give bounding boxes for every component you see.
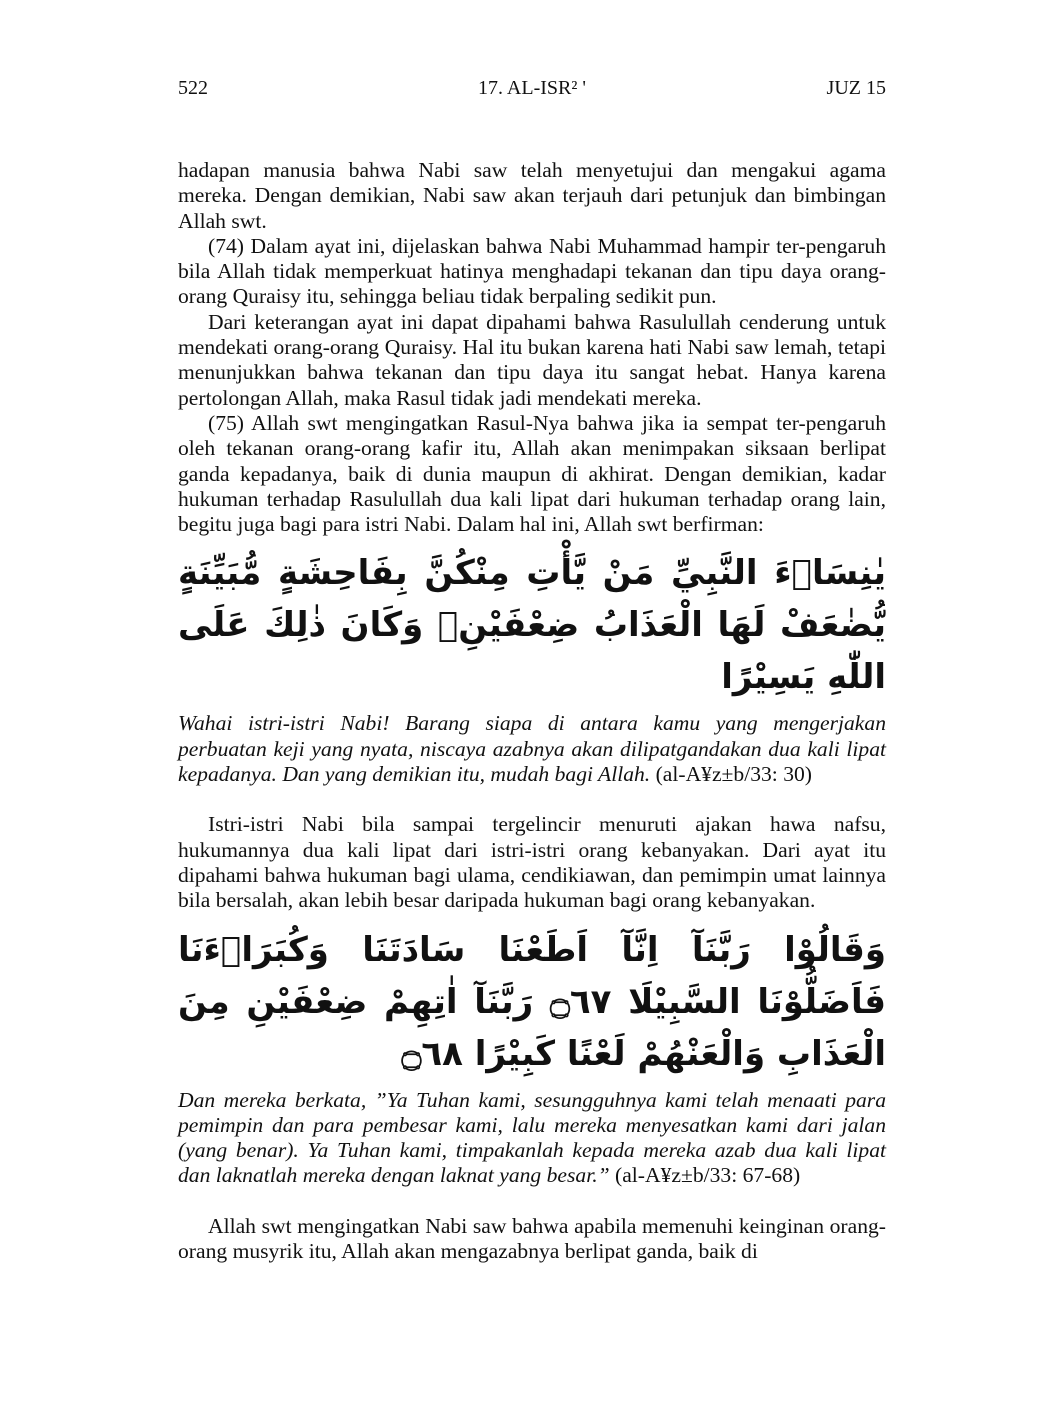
translation-text: Wahai istri-istri Nabi! Barang siapa di antara kamu yang mengerjakan perbuatan keji yang nyata, niscaya azabnya akan dilipatgandakan dua kali lipat kepadanya. Dan yang demikian itu, mudah bagi Allah.	[178, 711, 886, 787]
verse-reference: (al-A¥z±b/33: 67-68)	[615, 1163, 801, 1188]
translation-33-30	[178, 711, 886, 787]
book-page	[178, 0, 886, 1417]
arabic-verse-33-30: يٰنِسَاۤءَ النَّبِيِّ مَنْ يَّأْتِ مِنْكُنَّ بِفَاحِشَةٍ مُّبَيِّنَةٍ يُّضٰعَفْ لَهَا الْعَذَابُ ضِعْفَيْنِۗ وَكَانَ ذٰلِكَ عَلَى اللّٰهِ يَسِيْرًا	[178, 553, 886, 698]
paragraph-explanation: Dari keterangan ayat ini dapat dipahami bahwa Rasulullah cenderung untuk mendekati orang-orang Quraisy. Hal itu bukan karena hati Nabi saw lemah, tetapi menunjukkan bahwa tekanan dan tipu daya itu sangat hebat. Hanya karena pertolongan Allah, maka Rasul tidak jadi mendekati mereka.	[178, 309, 886, 410]
translation-33-67-68	[178, 1088, 886, 1189]
page-body	[178, 158, 886, 1264]
spacer	[178, 1189, 886, 1214]
paragraph-closing: Allah swt mengingatkan Nabi saw bahwa apabila memenuhi keinginan orang-orang musyrik itu, Allah akan mengazabnya berlipat ganda, baik di	[178, 1213, 886, 1264]
paragraph-wives: Istri-istri Nabi bila sampai tergelincir menuruti ajakan hawa nafsu, hukumannya dua kali lipat dari istri-istri orang kebanyakan. Dari ayat itu dipahami bahwa hukuman bagi ulama, cendikiawan, dan pemimpin umat lainnya bila bersalah, akan lebih besar daripada hukuman bagi orang kebanyakan.	[178, 812, 886, 913]
paragraph-verse-74: (74) Dalam ayat ini, dijelaskan bahwa Nabi Muhammad hampir ter-pengaruh bila Allah tidak memperkuat hatinya menghadapi tekanan dan tipu daya orang-orang Quraisy itu, sehingga beliau tidak berpaling sedikit pun.	[178, 233, 886, 309]
arabic-verse-33-67-68: وَقَالُوْا رَبَّنَآ اِنَّآ اَطَعْنَا سَادَتَنَا وَكُبَرَاۤءَنَا فَاَضَلُّوْنَا السَّبِيْلَا ۝٦٧ رَبَّنَآ اٰتِهِمْ ضِعْفَيْنِ مِنَ الْعَذَابِ وَالْعَنْهُمْ لَعْنًا كَبِيْرًا ۝٦٨	[178, 929, 886, 1074]
page-header	[178, 74, 886, 104]
page-number: 522	[178, 77, 208, 99]
juz-label: JUZ 15	[826, 77, 886, 99]
verse-reference: (al-A¥z±b/33: 30)	[655, 762, 812, 787]
spacer	[178, 787, 886, 812]
paragraph-verse-75: (75) Allah swt mengingatkan Rasul-Nya bahwa jika ia sempat ter-pengaruh oleh tekanan orang-orang kafir itu, Allah akan menimpakan siksaan berlipat ganda kepadanya, baik di dunia maupun di akhirat. Dengan demikian, kadar hukuman terhadap Rasulullah dua kali lipat dari hukuman terhadap orang lain, begitu juga bagi para istri Nabi. Dalam hal ini, Allah swt berfirman:	[178, 410, 886, 537]
running-title: 17. AL-ISR² '	[478, 77, 586, 99]
paragraph-continued: hadapan manusia bahwa Nabi saw telah menyetujui dan mengakui agama mereka. Dengan demikian, Nabi saw akan terjauh dari petunjuk dan bimbingan Allah swt.	[178, 158, 886, 233]
translation-text: Dan mereka berkata, ”Ya Tuhan kami, sesungguhnya kami telah menaati para pemimpin dan para pembesar kami, lalu mereka menyesatkan kami dari jalan (yang benar). Ya Tuhan kami, timpakanlah kepada mereka azab dua kali lipat dan laknatlah mereka dengan laknat yang besar.”	[178, 1087, 886, 1188]
